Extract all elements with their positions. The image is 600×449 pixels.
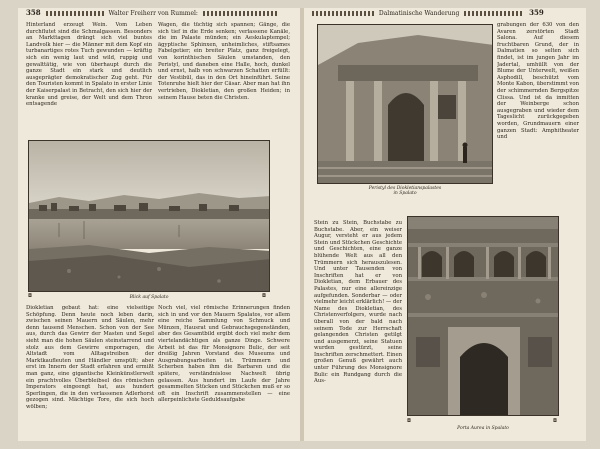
right-page-number: 359: [529, 8, 544, 17]
porta-aurea-photo: [407, 216, 559, 416]
left-column-2-bottom: Noch viel, viel römische Erinnerungen finden sich in und vor den Mauern Spalatos, vor allem eine reiche Sammlung von Schmuck und Münzen, Hausrat und Gebrauchsgegenständen, aber des Gesamtbild ergibt doch viel mehr dem viertelandächtigen als ganze Dinge. Schwere Arbeit ist das für Monsignore Bulic, der seit dreißig Jahren Vorstand des Museums und Ausgrabungsarbeiten ist. Trümmern und Scherben haben ihm die Barbaren und die spätere, verständnislose Nachwelt übrig gelassen. Aus hundert im Laufe der Jahre gesammelten Stücken und Stückchen muß er so oft ein Inschrift zusammenstellen — eine allerpeinlichste Geduldsaufgabe: [158, 305, 290, 404]
harbor-photo: [28, 140, 270, 292]
corner-mark: ◘: [262, 293, 266, 299]
left-column-1-top: Hinterland erzeugt Wein. Vom Leben durchflutet sind die Schmalgassen. Besonders an Markttagen drängt sich viel buntes Landvolk hier — die Männer mit dem Kopf ein turbanartiges rotes Tuch gewunden — kräftig sich ein wenig laut und wild, ruppig und gewalttätig, wie von überhaupt durch die ganze Stadt ein stark und deutlich ausgeprägter demokratischer Zug geht. Für den Touristen kommt in Spalato in erster Linie der Kaiserpalast in Betracht, den sich hier der kranke und greise, der Welt und dem Thron entsagende: [26, 22, 152, 108]
harbor-photo-image: [29, 141, 270, 292]
corner-mark: ◘: [553, 418, 557, 424]
left-page-number: 358: [26, 8, 41, 17]
right-header: [312, 8, 580, 18]
harbor-photo-caption: Blick auf Spalato: [129, 295, 169, 300]
corner-mark: ◘: [407, 418, 411, 424]
peristyle-photo-image: [318, 25, 493, 184]
porta-aurea-photo-image: [408, 217, 559, 416]
peristyle-caption-line-1: Peristyl des Diokletianspalastes: [368, 186, 442, 191]
right-column-middle: Stein zu Stein, Buchstabe zu Buchstabe. Aber, ein weiser Augur, versteht er aus jedem Stein und Stückchen Geschichte und Geschichten, eine ganze blühende Welt aus all den Trümmern sich herauszulesen. Und unter Tausenden von Inschriften hat er von Diokletian, dem Erbauer des Palastes, nur eine allereinzige aufgefunden. Sonderbar — oder vielmehr leicht erklärlich! — der Name des Diokletian, des Christenverfolgers, wurde nach überall von der bald nach seinem Tode zur Herrschaft gelangenden Christen getilgt und ausgemerzt, seine Statuen wurden gestürzt, seine Inschriften zerschmettert. Einen großen Genuß gewährt auch unter Führung des Monsignore Bulic ein Rundgang durch die Aus-: [314, 220, 402, 385]
corner-mark: ◘: [28, 293, 32, 299]
right-running-title: Dalmatinische Wanderung: [378, 10, 460, 17]
left-header: [26, 8, 296, 18]
right-column-top: grabungen der 630 von den Avaren zerstörten Stadt Salona. Auf diesem fruchtbaren Grund, der in Dalmatien so selten sich findet, ist im jungen Jahr im Jadertal, umhüllt von der Blume der Unterwelt, weißen Asphodill, beschützt vom Monte Kabon, überstimmt von der schimmernden Bergspitze Clissa. Und ist da inmitten der Weinberge schon ausgegraben und wieder dem Tageslicht zurückgegeben worden, Grundmauern einer ganzen Stadt: Amphitheater und: [497, 22, 579, 141]
porta-aurea-caption: Porta Aurea in Spalato: [457, 426, 509, 431]
peristyle-caption-line-2: in Spalato: [393, 191, 417, 196]
left-column-1-bottom: Diokletian gebaut hat: eine vielseitige Schöpfung. Denn heute noch leben darin, zwischen seinen Mauern und Säulen, mehr denn tausend Menschen. Schon von der See aus, durch das Gewirr der Masten und Segel sieht man die hohen Säulen steinstarrend und stolz aus dem Gewirre emporragen, die Altstadt vom Alltagstreiben der Marktkaufleuten und Händler umspült; aber erst im Innern der Stadt erfahren und ermißt man ganz, eine gigantische Kleinkünstlerwelt ein prachtvolles Überbleibsel des römischen Imperators eingeengt hat, aus hundert Sperlingen, die in den verlassenen Adlerhorst gezogen sind. Mächtige Tore, die sich hoch wölben;: [26, 305, 154, 410]
header-ornament: [203, 11, 279, 16]
left-running-title: Walter Freiherr von Rummel:: [108, 10, 198, 17]
peristyle-photo: [317, 24, 493, 184]
header-ornament: [464, 11, 524, 16]
header-ornament: [312, 11, 374, 16]
left-column-2-top: Wagen, die tüchtig sich spannen; Gänge, die sich tief in die Erde senken; verlassene Kanäle, die im Palaste münden; ein Aeskulaptempel; ägyptische Sphinxen, unheimliches, stiftsames Fabelgetier; ein breiter Platz, ganz freigelegt, von korinthischen Säulen umstanden, den Peristyl, und daneben eine Halle, hoch, dunkel und ernst, halb von schwarzen Schatten erfüllt: der Vestibül, das in den Ort hineinführt. Seine Totenruhe hielt hier der Cäsar. Aber man hat ihn vertrieben, Diokletian, den großen Heiden; in seinem Hause beten die Christen.: [158, 22, 290, 101]
header-ornament: [46, 11, 104, 16]
